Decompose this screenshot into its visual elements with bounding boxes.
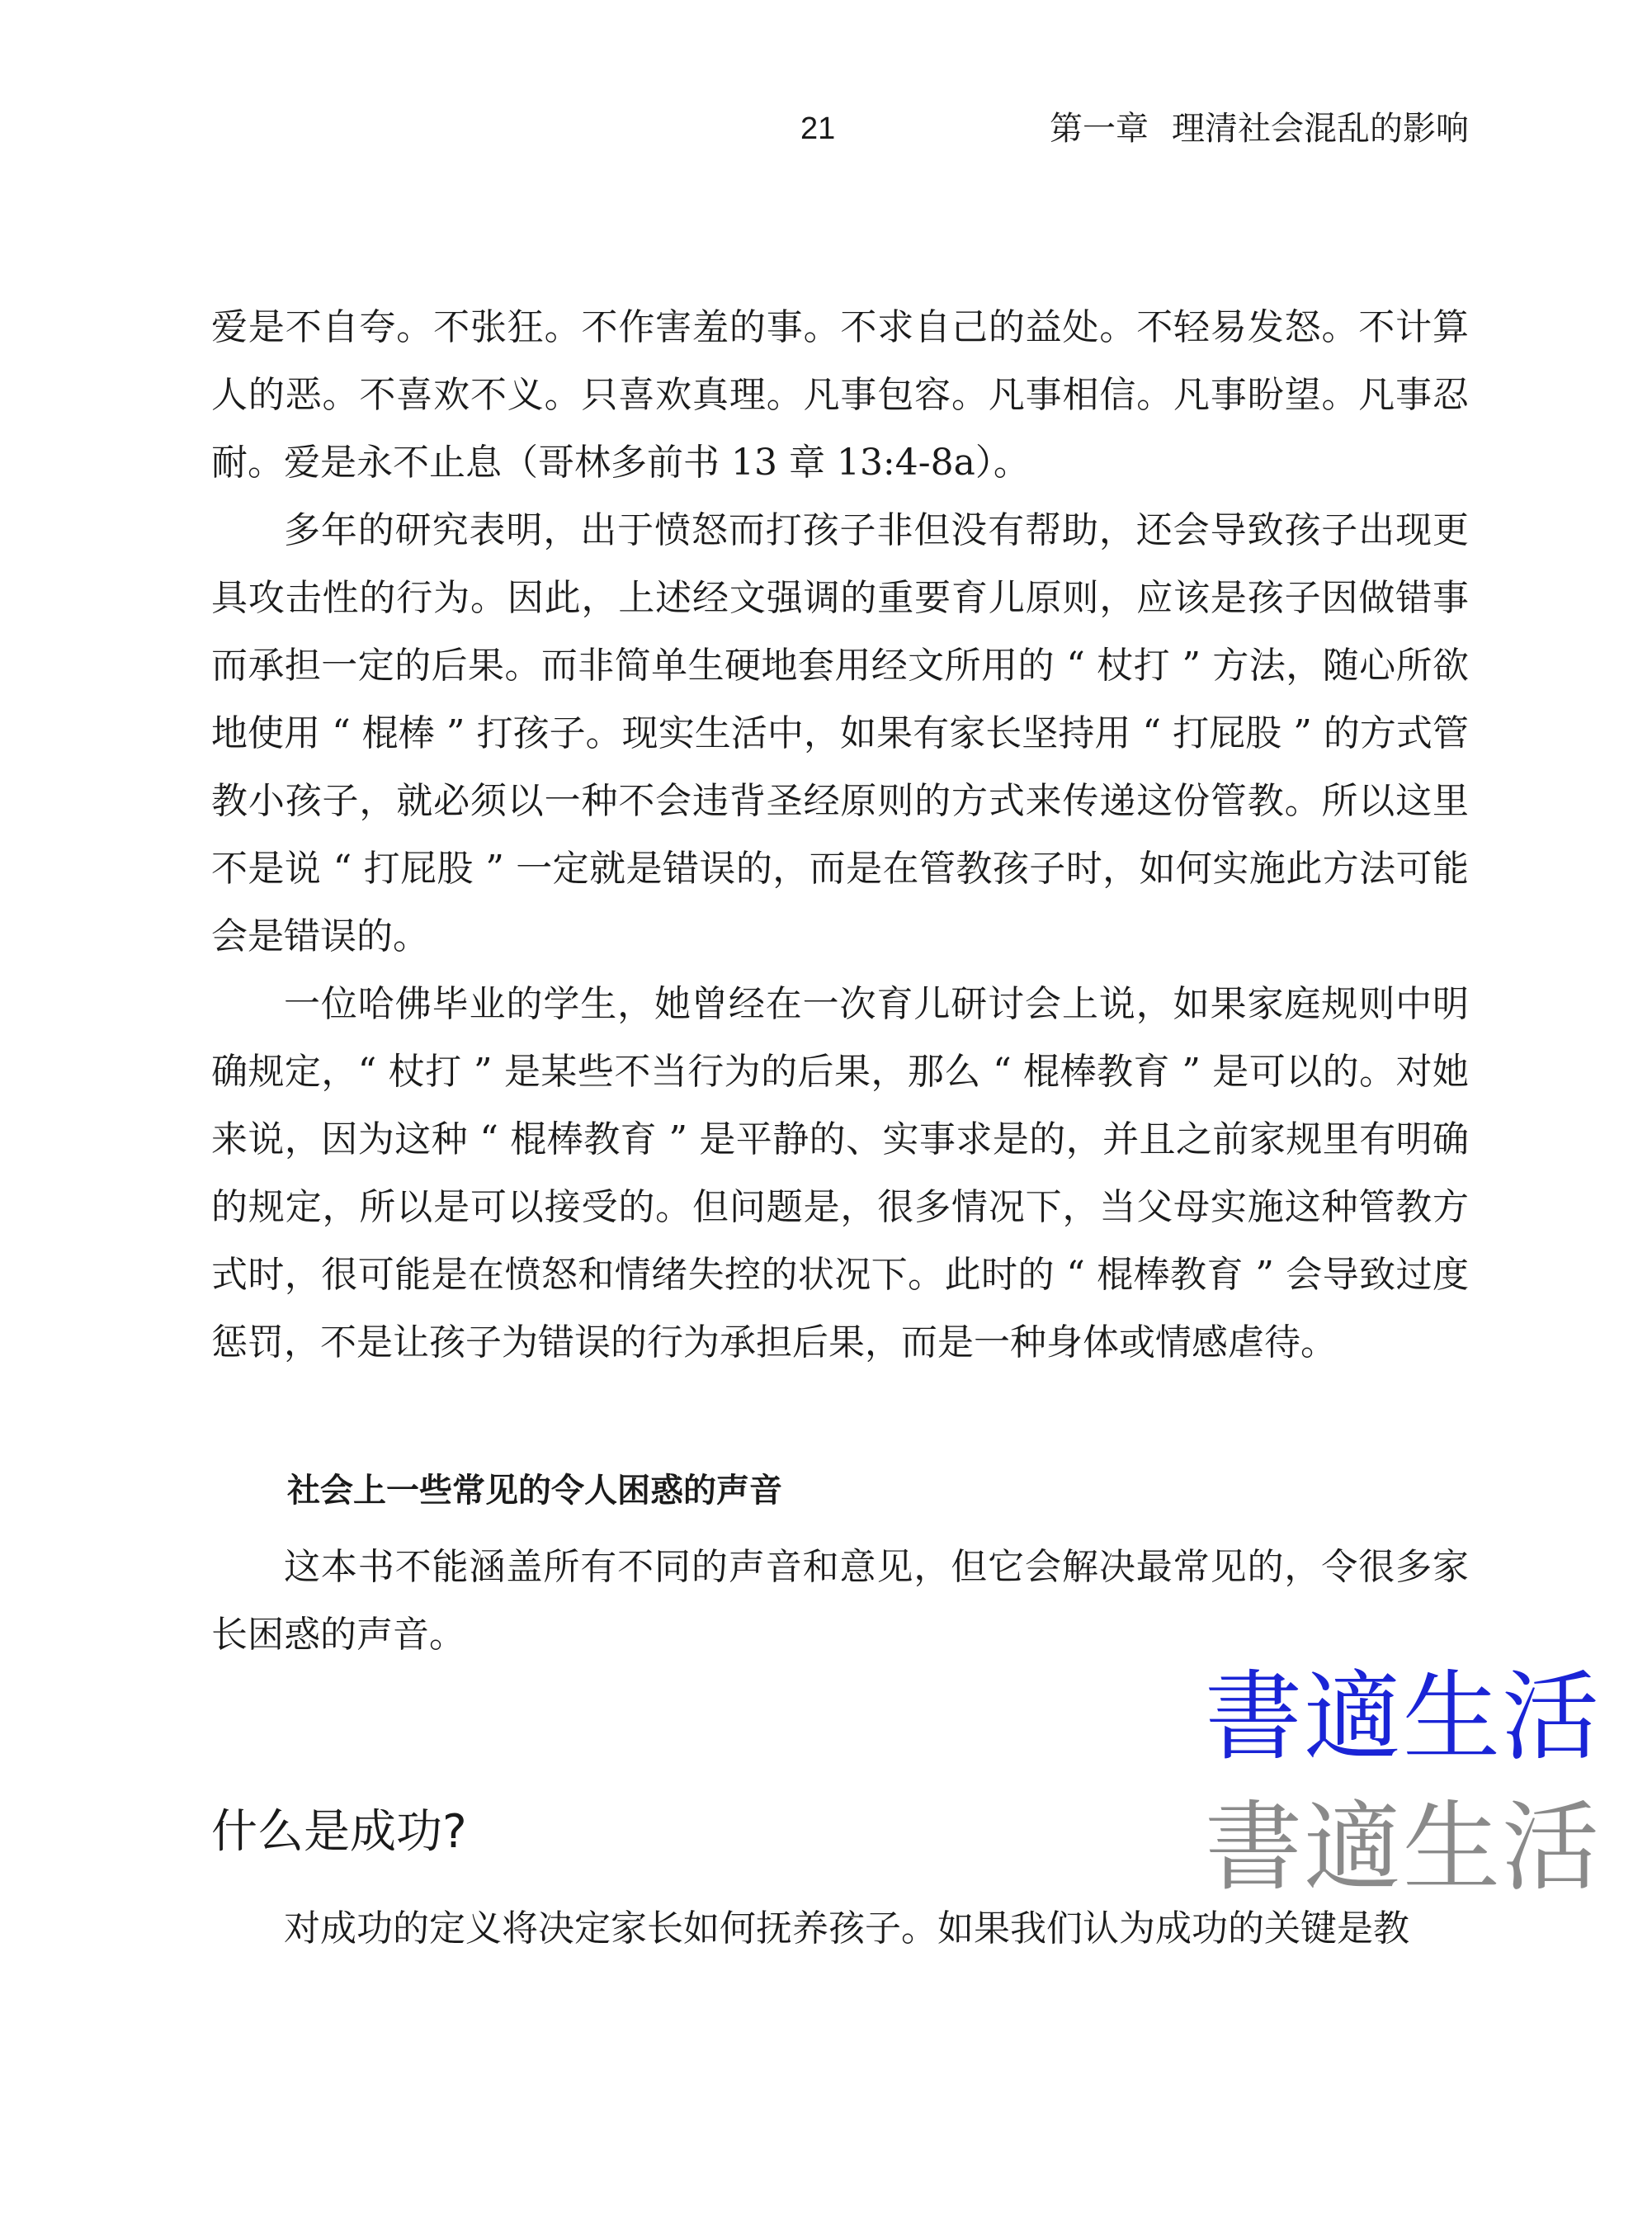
- watermark-logo-gray: 書適生活: [1205, 1790, 1602, 1904]
- paragraph-success-definition: 对成功的定义将决定家长如何抚养孩子。如果我们认为成功的关键是教: [284, 1907, 1409, 1950]
- chapter-label: 第一章: [1050, 110, 1149, 148]
- subheading-confusing-voices: 社会上一些常见的令人困惑的声音: [287, 1472, 782, 1510]
- paragraph-book-scope: 这本书不能涵盖所有不同的声音和意见，但它会解决最常见的，令很多家长困惑的声音。: [211, 1546, 1469, 1656]
- section-heading-success: 什么是成功?: [211, 1805, 467, 1859]
- paragraph-scripture-quote: 爱是不自夸。不张狂。不作害羞的事。不求自己的益处。不轻易发怒。不计算人的恶。不喜欢不义。只喜欢真理。凡事包容。凡事相信。凡事盼望。凡事忍耐。爱是永不止息（哥林多前书 13 章 13:4-8a）。: [211, 306, 1469, 484]
- watermark-logo-blue: 書適生活: [1205, 1660, 1602, 1774]
- running-head: [1050, 106, 1469, 152]
- chapter-title: 理清社会混乱的影响: [1172, 110, 1469, 148]
- page-number: 21: [800, 111, 836, 146]
- paragraph-research: 多年的研究表明，出于愤怒而打孩子非但没有帮助，还会导致孩子出现更具攻击性的行为。因此，上述经文强调的重要育儿原则，应该是孩子因做错事而承担一定的后果。而非简单生硬地套用经文所用的 “ 杖打 ” 方法，随心所欲地使用 “ 棍棒 ” 打孩子。现实生活中，如果有家长坚持用 “ 打屁股 ” 的方式管教小孩子，就必须以一种不会违背圣经原则的方式来传递这份管教。所以这里不是说 “ 打屁股 ” 一定就是错误的，而是在管教孩子时，如何实施此方法可能会是错误的。: [211, 509, 1469, 957]
- paragraph-harvard-student: 一位哈佛毕业的学生，她曾经在一次育儿研讨会上说，如果家庭规则中明确规定，“ 杖打 ” 是某些不当行为的后果，那么 “ 棍棒教育 ” 是可以的。对她来说，因为这种 “ 棍棒教育 ” 是平静的、实事求是的，并且之前家规里有明确的规定，所以是可以接受的。但问题是，很多情况下，当父母实施这种管教方式时，很可能是在愤怒和情绪失控的状况下。此时的 “ 棍棒教育 ” 会导致过度惩罚，不是让孩子为错误的行为承担后果，而是一种身体或情感虐待。: [211, 983, 1469, 1364]
